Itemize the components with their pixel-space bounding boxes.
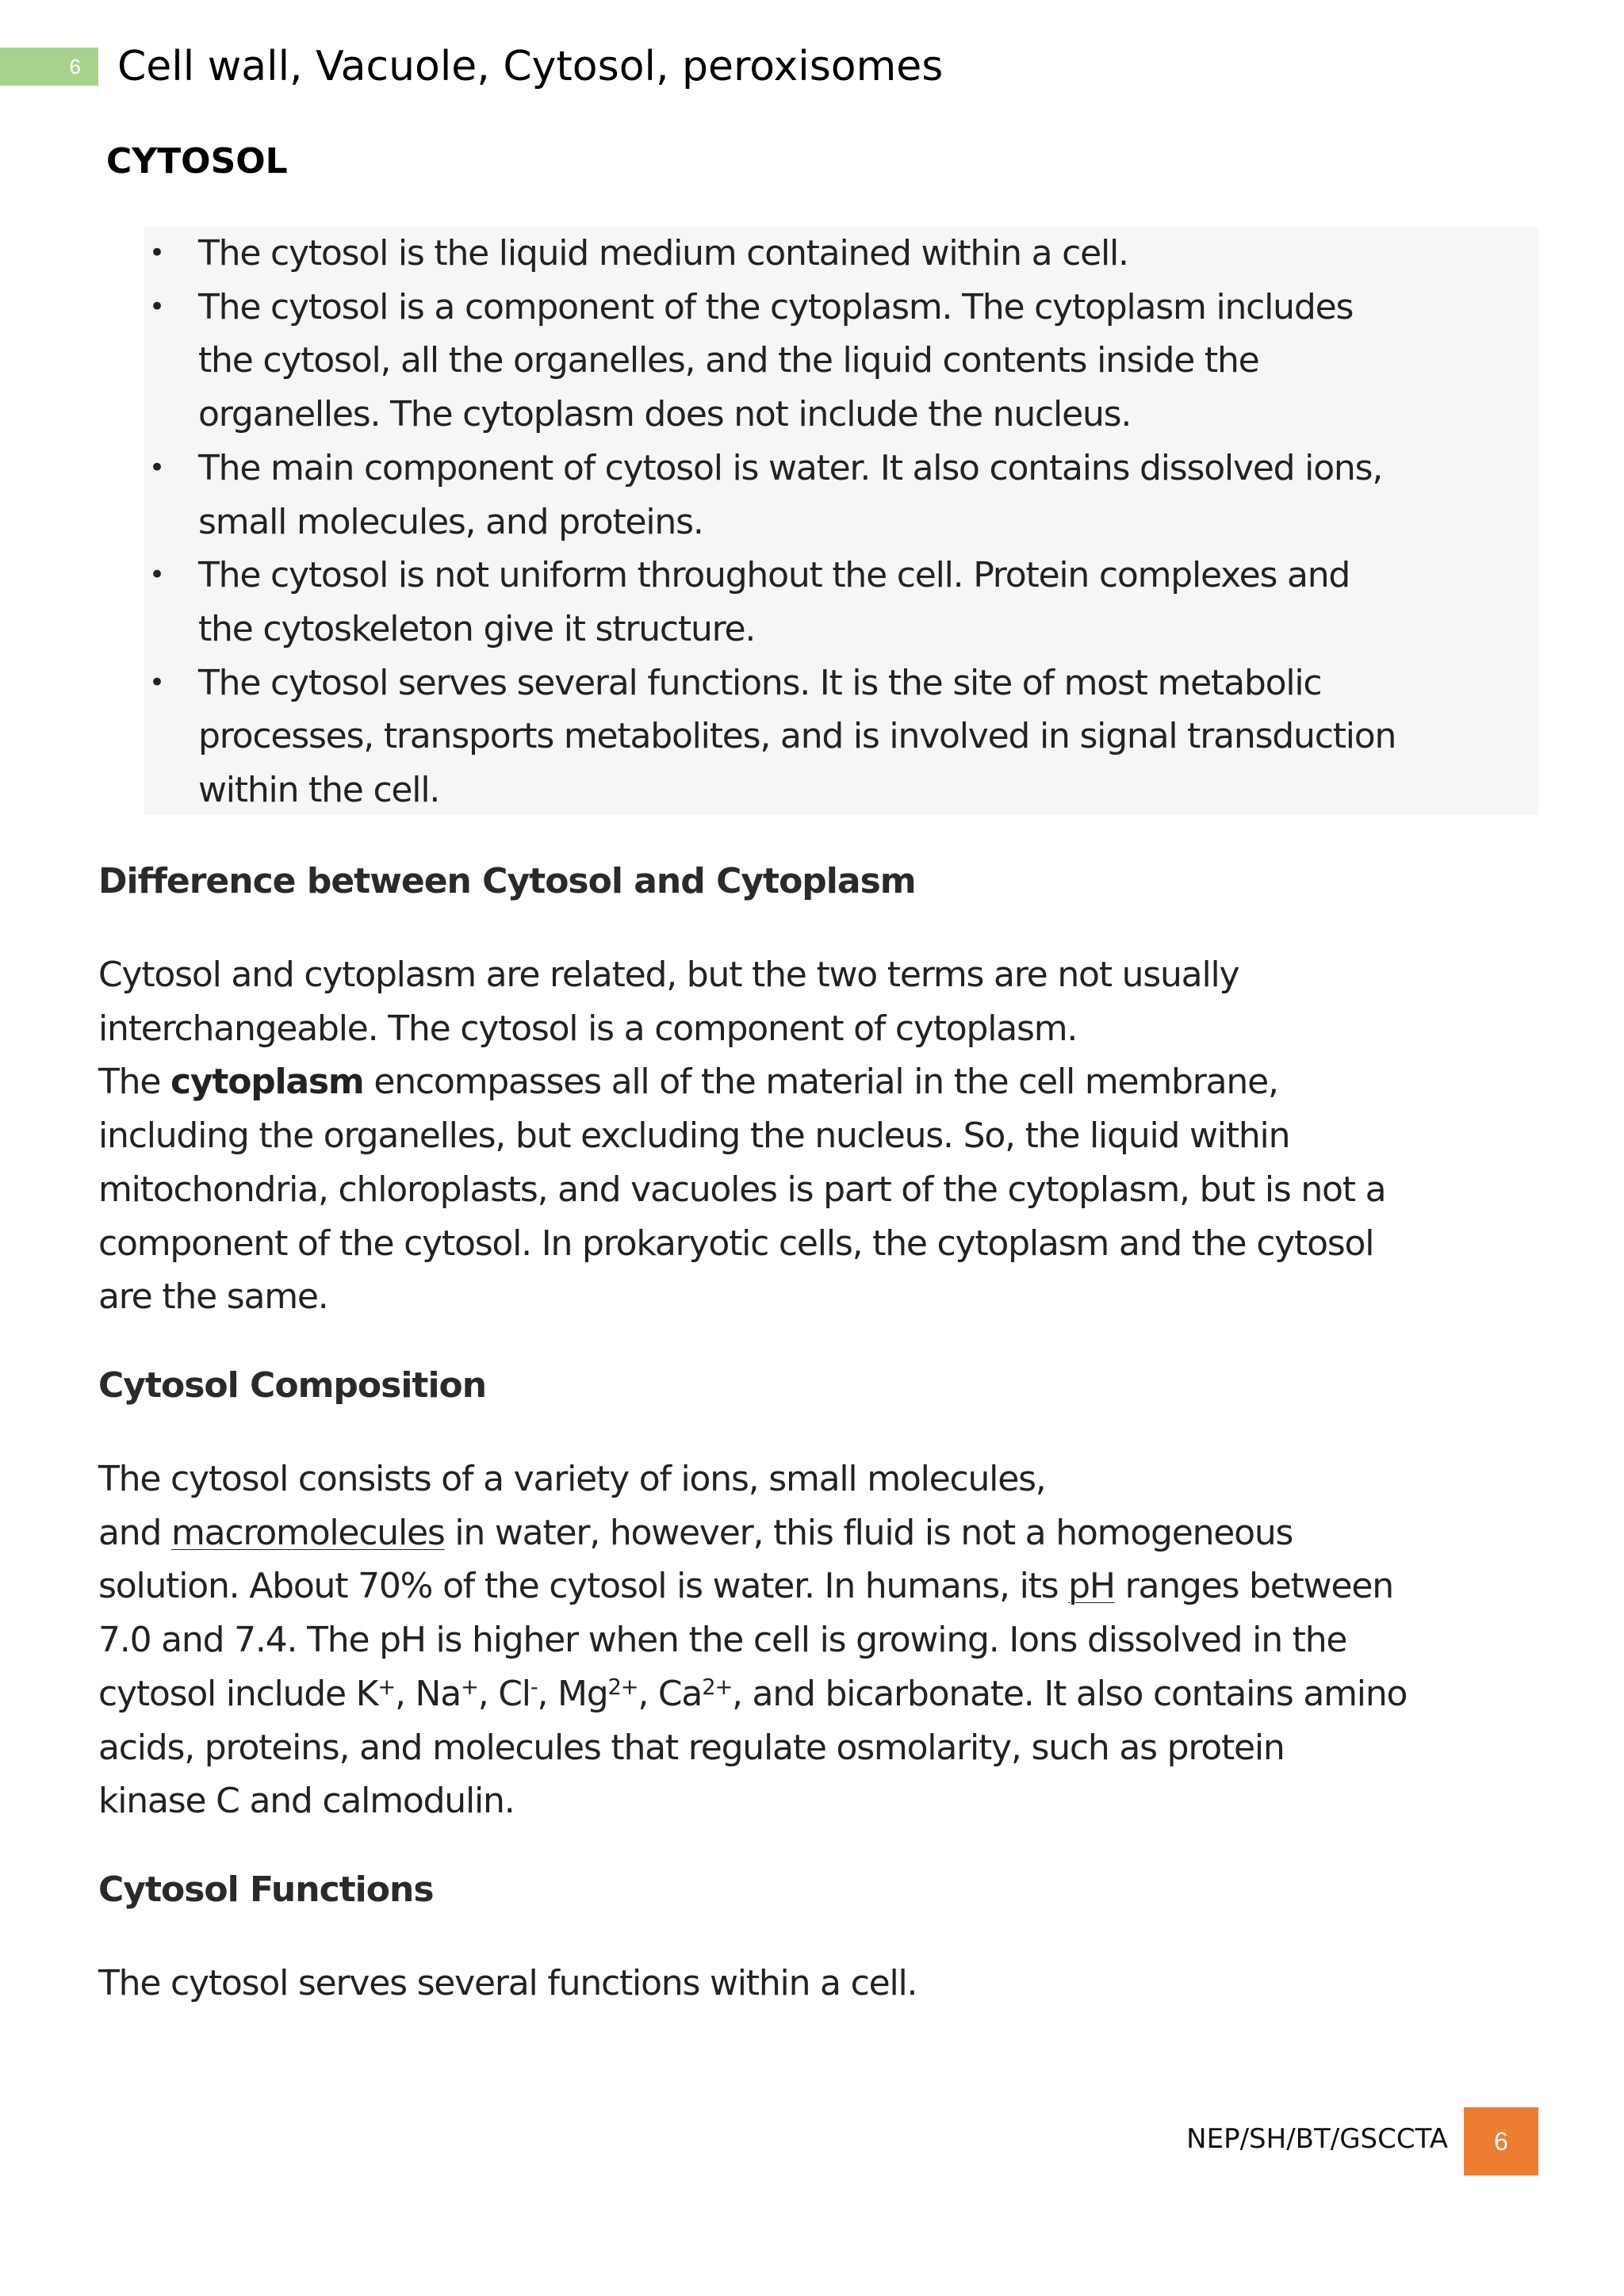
running-title: Cell wall, Vacuole, Cytosol, peroxisomes xyxy=(117,43,944,90)
bullet-icon: • xyxy=(149,559,164,591)
text-run: cytosol include K xyxy=(98,1673,378,1714)
paragraph-line: Cytosol and cytoplasm are related, but the two terms are not usually xyxy=(98,955,1239,995)
list-item xyxy=(149,442,1538,549)
section-title: CYTOSOL xyxy=(106,141,288,182)
paragraph-line: are the same. xyxy=(98,1276,328,1318)
superscript: 2+ xyxy=(702,1675,732,1701)
header-page-number: 6 xyxy=(0,48,98,86)
composition-paragraph xyxy=(98,1452,1549,1828)
list-item-line: the cytoskeleton give it structure. xyxy=(198,608,756,649)
footer-page-number: 6 xyxy=(1464,2107,1538,2175)
list-item xyxy=(149,549,1538,656)
paragraph-line: acids, proteins, and molecules that regulate osmolarity, such as protein xyxy=(98,1727,1285,1768)
list-item-line: within the cell. xyxy=(198,770,440,811)
paragraph-line: The cytosol consists of a variety of ions, small molecules, xyxy=(98,1459,1046,1499)
superscript: + xyxy=(461,1675,478,1701)
bullet-list xyxy=(149,227,1538,817)
paragraph-line xyxy=(98,1055,1549,1109)
ph-link[interactable]: pH xyxy=(1068,1566,1115,1607)
list-item-line: The cytosol is a component of the cytoplasm. The cytoplasm includes xyxy=(198,286,1354,327)
text-run: , Na xyxy=(394,1673,462,1714)
difference-heading: Difference between Cytosol and Cytoplasm xyxy=(98,861,916,901)
text-run: , Ca xyxy=(638,1673,703,1714)
paragraph-line: kinase C and calmodulin. xyxy=(98,1781,515,1822)
paragraph-line: component of the cytosol. In prokaryotic cells, the cytoplasm and the cytosol xyxy=(98,1223,1374,1264)
paragraph-line: The cytosol serves several functions within a cell. xyxy=(98,1963,917,2003)
list-item-line: The cytosol is the liquid medium contained within a cell. xyxy=(198,233,1128,274)
footer-code: NEP/SH/BT/GSCCTA xyxy=(1186,2123,1448,2155)
list-item-line: organelles. The cytoplasm does not include the nucleus. xyxy=(198,394,1132,435)
list-item-line: processes, transports metabolites, and is involved in signal transduction xyxy=(198,716,1396,757)
bullet-icon: • xyxy=(149,290,164,323)
paragraph-line xyxy=(98,1506,1549,1560)
text-run: and xyxy=(98,1512,171,1553)
text-run: encompasses all of the material in the cell membrane, xyxy=(363,1062,1278,1103)
paragraph-line: interchangeable. The cytosol is a component of cytoplasm. xyxy=(98,1008,1078,1049)
text-run: in water, however, this fluid is not a homogeneous xyxy=(444,1512,1293,1553)
text-run: The xyxy=(98,1062,171,1103)
paragraph-line: mitochondria, chloroplasts, and vacuoles is part of the cytoplasm, but is not a xyxy=(98,1169,1386,1210)
paragraph-line: including the organelles, but excluding the nucleus. So, the liquid within xyxy=(98,1115,1290,1157)
bullet-icon: • xyxy=(149,237,164,269)
paragraph-line xyxy=(98,1559,1549,1613)
difference-paragraph xyxy=(98,948,1549,1324)
list-item-line: The cytosol is not uniform throughout the cell. Protein complexes and xyxy=(198,555,1350,596)
superscript: - xyxy=(530,1675,538,1701)
bold-term: cytoplasm xyxy=(170,1062,364,1103)
list-item xyxy=(149,656,1538,817)
text-run: , Mg xyxy=(537,1673,608,1714)
text-run: , and bicarbonate. It also contains amino xyxy=(731,1673,1408,1714)
list-item-line: small molecules, and proteins. xyxy=(198,501,703,542)
list-item-line: The main component of cytosol is water. It also contains dissolved ions, xyxy=(198,447,1383,488)
text-run: , Cl xyxy=(477,1673,530,1714)
composition-heading: Cytosol Composition xyxy=(98,1365,487,1406)
list-item-line: the cytosol, all the organelles, and the liquid contents inside the xyxy=(198,340,1259,381)
text-run: ranges between xyxy=(1114,1566,1393,1607)
paragraph-line xyxy=(98,1667,1549,1721)
list-item-line: The cytosol serves several functions. It is the site of most metabolic xyxy=(198,662,1322,703)
paragraph-line: 7.0 and 7.4. The pH is higher when the cell is growing. Ions dissolved in the xyxy=(98,1620,1347,1661)
macromolecules-link[interactable]: macromolecules xyxy=(170,1512,445,1553)
functions-paragraph xyxy=(98,1957,1549,2011)
text-run: solution. About 70% of the cytosol is water. In humans, its xyxy=(98,1566,1069,1607)
functions-heading: Cytosol Functions xyxy=(98,1869,434,1910)
list-item xyxy=(149,227,1538,281)
bullet-icon: • xyxy=(149,451,164,484)
bullet-icon: • xyxy=(149,666,164,698)
superscript: 2+ xyxy=(607,1675,638,1701)
superscript: + xyxy=(377,1675,395,1701)
list-item xyxy=(149,281,1538,442)
